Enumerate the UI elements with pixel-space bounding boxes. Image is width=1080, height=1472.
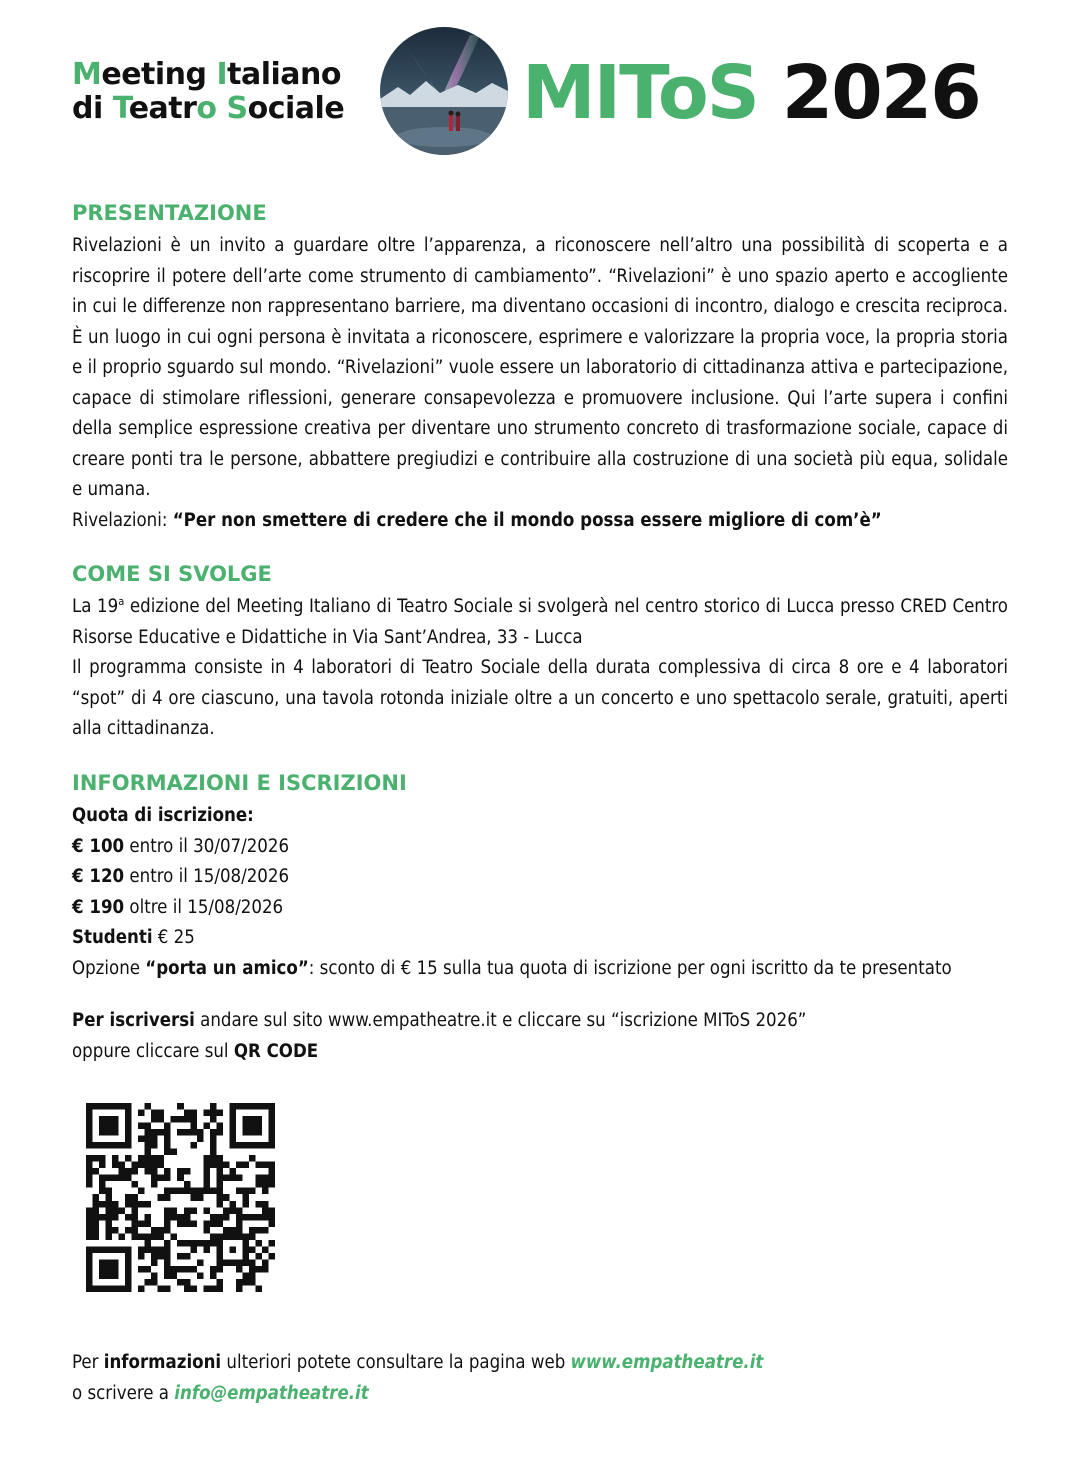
email-link[interactable]: info@empatheatre.it	[174, 1382, 369, 1404]
fee-row	[72, 862, 1008, 893]
motto-prefix: Rivelazioni:	[72, 509, 173, 531]
location-paragraph	[72, 592, 1008, 653]
brand-line-1	[72, 58, 344, 92]
footer-line-1	[72, 1348, 1008, 1379]
location-text: edizione del Meeting Italiano di Teatro Sociale si svolgerà nel centro storico di Lucca presso CRED Centro Risorse Educative e Didattiche in Via Sant’Andrea, 33 - Lucca	[72, 596, 1008, 648]
footer-pre: Per	[72, 1352, 104, 1373]
fee-row	[72, 832, 1008, 863]
presentazione-text: Rivelazioni è un invito a guardare oltre l’apparenza, a riconoscere nell’altro una possibilità di scoperta e a riscoprire il potere dell’arte come strumento di cambiamento”. “Rivelazioni” è uno spazio aperto e accogliente in cui le differenze non rappresentano barriere, ma diventano occasioni di incontro, dialogo e crescita reciproca. È un luogo in cui ogni persona è invitata a riconoscere, esprimere e valorizzare la propria voce, la propria storia e il proprio sguardo sul mondo. “Rivelazioni” vuole essere un laboratorio di cittadinanza attiva e partecipazione, capace di stimolare riflessioni, generare consapevolezza e promuovere inclusione. Qui l’arte supera i confini della semplice espressione creativa per diventare uno strumento concreto di trasformazione sociale, capace di creare ponti tra le persone, abbattere pregiudizi e contribuire alla costruzione di una società più equa, solidale e umana.	[72, 235, 1008, 500]
studenti-label: Studenti	[72, 927, 153, 948]
website-link[interactable]: www.empatheatre.it	[570, 1352, 764, 1373]
brand-part: eatr	[128, 91, 197, 126]
footer-mid: ulteriori potete consultare la pagina web	[221, 1352, 571, 1373]
program-paragraph: Il programma consiste in 4 laboratori di Teatro Sociale della durata complessiva di circa 8 ore e 4 laboratori “spot” di 4 ore ciascuno, una tavola rotonda iniziale oltre a un concerto e uno spettacolo serale, gratuiti, aperti alla cittadinanza.	[72, 657, 1008, 739]
footer	[72, 1348, 1008, 1409]
footer-pre-2: o scrivere a	[72, 1382, 175, 1404]
heading-informazioni: INFORMAZIONI E ISCRIZIONI	[72, 771, 407, 795]
quota-label: Quota di iscrizione:	[72, 805, 254, 826]
fee-price: € 190	[72, 896, 125, 918]
footer-line-2	[72, 1379, 1008, 1410]
edition-number: La 19	[72, 596, 119, 617]
event-title	[522, 50, 980, 136]
brand-part: taliano	[227, 57, 341, 92]
opzione-pre: Opzione	[72, 957, 146, 979]
qr-row	[72, 1037, 1008, 1068]
edition-ordinal: a	[118, 594, 125, 608]
brand-line-2	[72, 92, 344, 126]
opzione-bold: “porta un amico”	[145, 957, 309, 979]
fee-deadline: entro il 30/07/2026	[124, 835, 290, 857]
fee-price: € 100	[72, 835, 125, 857]
brand-part: I	[216, 57, 228, 92]
fee-deadline: oltre il 15/08/2026	[124, 896, 284, 918]
fee-list	[72, 832, 1008, 924]
informazioni-body	[72, 801, 1008, 1067]
footer-bold: informazioni	[103, 1352, 222, 1373]
header	[0, 0, 1080, 170]
opzione-row	[72, 954, 1008, 985]
qr-code[interactable]	[86, 1103, 275, 1292]
iscriversi-bold: Per iscriversi	[72, 1010, 195, 1031]
fee-row	[72, 893, 1008, 924]
title-mitos: MIToS	[522, 50, 758, 136]
studenti-row	[72, 923, 1008, 954]
brand-part	[217, 91, 227, 126]
qr-bold: QR CODE	[233, 1040, 319, 1062]
brand-part: S	[226, 91, 248, 126]
qr-pre: oppure cliccare sul	[72, 1040, 234, 1062]
iscriversi-row	[72, 1006, 1008, 1037]
title-year: 2026	[781, 50, 980, 136]
heading-come-si-svolge: COME SI SVOLGE	[72, 562, 272, 586]
opzione-text: : sconto di € 15 sulla tua quota di iscrizione per ogni iscritto da te presentato	[308, 957, 952, 979]
brand-part: di	[72, 91, 113, 126]
brand-part: T	[112, 91, 129, 126]
heading-presentazione: PRESENTAZIONE	[72, 201, 267, 225]
studenti-price: € 25	[152, 927, 195, 948]
fee-deadline: entro il 15/08/2026	[124, 866, 290, 887]
iscriversi-text[interactable]: andare sul sito www.empatheatre.it e cliccare su “iscrizione MIToS 2026”	[194, 1010, 807, 1031]
motto-quote: “Per non smettere di credere che il mondo possa essere migliore di com’è”	[172, 509, 882, 531]
aurora-photo	[380, 27, 508, 155]
fee-price: € 120	[72, 866, 125, 887]
brand-part: o	[196, 91, 217, 126]
brand-name	[72, 58, 344, 126]
brand-part: eeting	[101, 57, 217, 92]
come-si-svolge-body	[72, 592, 1008, 745]
presentazione-paragraph	[72, 231, 1008, 536]
brand-part: ociale	[247, 91, 345, 126]
brand-part: M	[72, 57, 102, 92]
